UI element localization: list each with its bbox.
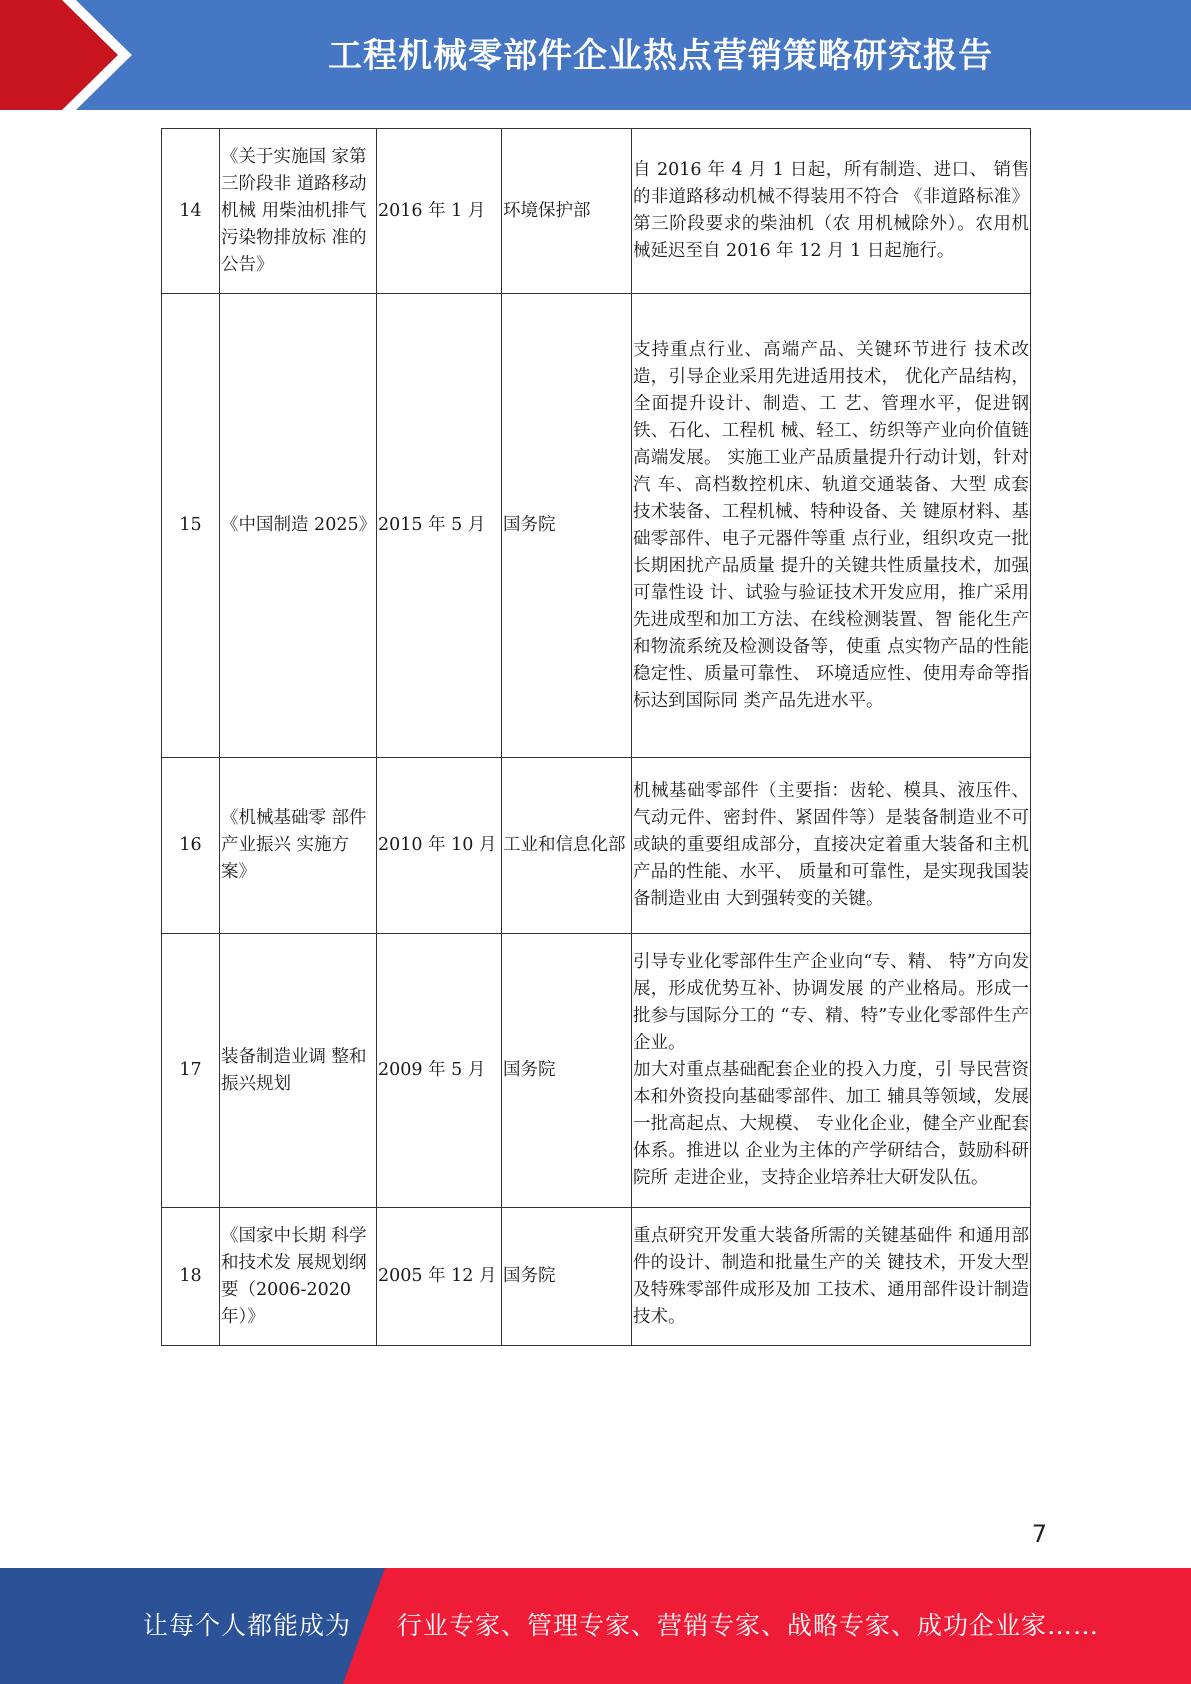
content-paragraph: 机械基础零部件（主要指：齿轮、模具、液压件、气动元件、密封件、紧固件等）是装备制造业不可或缺的重要组成部分，直接决定着重大装备和主机产品的性能、水平、 质量和可靠性，是实现我国装备制造业由 大到强转变的关键。 <box>633 781 1029 909</box>
row-number: 16 <box>162 758 220 934</box>
header-arrow-graphic <box>0 0 150 110</box>
policy-date: 2009 年 5 月 <box>377 934 502 1208</box>
row-number: 14 <box>162 129 220 294</box>
table-row <box>162 1208 1031 1346</box>
content-paragraph: 自 2016 年 4 月 1 日起，所有制造、进口、 销售的非道路移动机械不得装用不符合 《非道路标准》第三阶段要求的柴油机（农 用机械除外）。农用机械延迟至自 2016 年 12 月 1 日起施行。 <box>633 160 1029 261</box>
row-number: 17 <box>162 934 220 1208</box>
policy-department: 环境保护部 <box>502 129 632 294</box>
policy-date: 2005 年 12 月 <box>377 1208 502 1346</box>
policy-content <box>632 934 1031 1208</box>
policy-name: 《中国制造 2025》 <box>220 294 377 758</box>
policy-department: 国务院 <box>502 294 632 758</box>
policy-date: 2016 年 1 月 <box>377 129 502 294</box>
policy-table-body <box>162 129 1031 1346</box>
row-number: 15 <box>162 294 220 758</box>
page-footer <box>0 1568 1191 1684</box>
policy-content <box>632 758 1031 934</box>
policy-content <box>632 294 1031 758</box>
footer-slogan-right: 行业专家、管理专家、营销专家、战略专家、成功企业家…… <box>397 1611 1100 1640</box>
policy-content <box>632 129 1031 294</box>
page-number: 7 <box>1031 1520 1047 1548</box>
policy-date: 2010 年 10 月 <box>377 758 502 934</box>
row-number: 18 <box>162 1208 220 1346</box>
policy-content <box>632 1208 1031 1346</box>
header-title: 工程机械零部件企业热点营销策略研究报告 <box>328 35 993 76</box>
content-paragraph: 支持重点行业、高端产品、关键环节进行 技术改造，引导企业采用先进适用技术， 优化产品结构，全面提升设计、制造、工 艺、管理水平，促进钢铁、石化、工程机 械、轻工、纺织等产业向价值链高端发展。 实施工业产品质量提升行动计划，针对汽 车、高档数控机床、轨道交通装备、大型 成套技术装备、工程机械、特种设备、关 键原材料、基础零部件、电子元器件等重 点行业，组织攻克一批长期困扰产品质量 提升的关键共性质量技术，加强可靠性设 计、试验与验证技术开发应用，推广采用 先进成型和加工方法、在线检测装置、智 能化生产和物流系统及检测设备等，使重 点实物产品的性能稳定性、质量可靠性、 环境适应性、使用寿命等指标达到国际同 类产品先进水平。 <box>633 339 1029 711</box>
policy-name: 装备制造业调 整和振兴规划 <box>220 934 377 1208</box>
policy-department: 国务院 <box>502 934 632 1208</box>
table-row <box>162 934 1031 1208</box>
policy-name: 《机械基础零 部件产业振兴 实施方案》 <box>220 758 377 934</box>
table-row <box>162 758 1031 934</box>
policy-name: 《关于实施国 家第三阶段非 道路移动机械 用柴油机排气 污染物排放标 准的公告》 <box>220 129 377 294</box>
policy-department: 国务院 <box>502 1208 632 1346</box>
table-row <box>162 294 1031 758</box>
table-row <box>162 129 1031 294</box>
page-header <box>0 0 1191 110</box>
footer-slogan-left: 让每个人都能成为 <box>143 1611 352 1640</box>
policy-date: 2015 年 5 月 <box>377 294 502 758</box>
policy-name: 《国家中长期 科学和技术发 展规划纲要（2006-2020 年）》 <box>220 1208 377 1346</box>
content-paragraph: 加大对重点基础配套企业的投入力度，引 导民营资本和外资投向基础零部件、加工 辅具等领域，发展一批高起点、大规模、 专业化企业，健全产业配套体系。推进以 企业为主体的产学研结合，鼓励科研院所 走进企业，支持企业培养壮大研发队伍。 <box>633 1060 1029 1188</box>
content-paragraph: 引导专业化零部件生产企业向“专、精、 特”方向发展，形成优势互补、协调发展 的产业格局。形成一批参与国际分工的 “专、精、特”专业化零部件生产企业。 <box>633 952 1029 1053</box>
policy-table <box>161 128 1031 1346</box>
policy-department: 工业和信息化部 <box>502 758 632 934</box>
content-paragraph: 重点研究开发重大装备所需的关键基础件 和通用部件的设计、制造和批量生产的关 键技术，开发大型及特殊零部件成形及加 工技术、通用部件设计制造技术。 <box>633 1225 1029 1327</box>
